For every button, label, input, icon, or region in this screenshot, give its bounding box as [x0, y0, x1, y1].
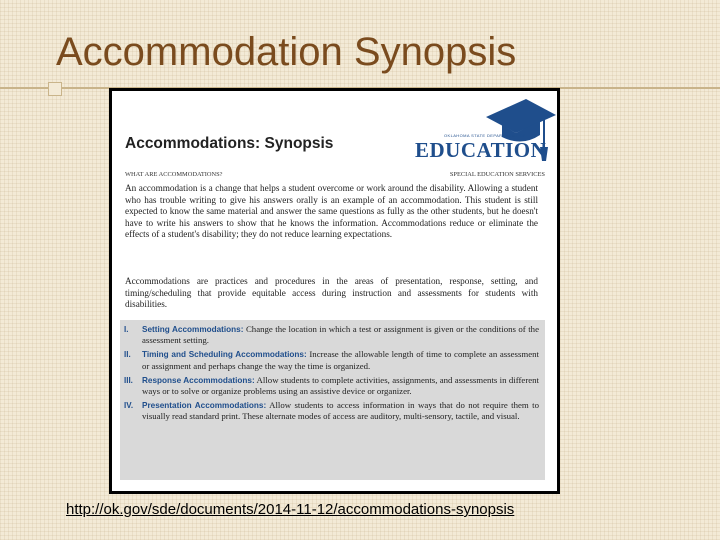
category-label: Presentation Accommodations: — [142, 401, 267, 411]
category-number: II. — [124, 350, 131, 360]
divider-square-ornament — [48, 82, 62, 96]
slide-title: Accommodation Synopsis — [56, 30, 517, 74]
definition-paragraph: An accommodation is a change that helps a student overcome or work around the disability. Allowing a student who has trouble writing to give his answers orally is an example of an accommodation. This student is still expected to know the same material and answer the same questions as fully as the other students, but he doesn't have to write his answers to show that he knows the information. Accommodations reduce or eliminate the effects of a student's disability; they do not reduce learning expectations. — [125, 183, 538, 240]
category-number: I. — [124, 325, 129, 334]
category-item-timing — [124, 349, 539, 371]
category-label: Timing and Scheduling Accommodations: — [142, 350, 307, 360]
logo-wordmark: EDUCATION — [415, 138, 547, 162]
category-item-presentation — [124, 400, 539, 422]
category-number: III. — [124, 375, 133, 385]
section-heading: WHAT ARE ACCOMMODATIONS? — [125, 171, 223, 178]
document-page — [112, 91, 557, 491]
education-logo — [412, 95, 556, 165]
category-text: Increase the allowable length of time to complete an assessment or assignment and perhaps change the way the time is organized. — [142, 349, 539, 371]
category-item-setting — [124, 324, 539, 346]
category-text: Allow students to complete activities, assignments, and assessments in different ways or to solve or organize problems using an assistive device or organizer. — [142, 374, 539, 397]
category-label: Response Accommodations: — [142, 375, 255, 385]
logo-department-text: OKLAHOMA STATE DEPARTMENT OF — [444, 133, 526, 138]
category-text: Allow students to access information in ways that do not require them to visually read standard print. These alternate modes of access are auditory, multi-sensory, tactile, and visual. — [142, 400, 540, 422]
category-text: Change the location in which a test or assignment is given or the conditions of the assessment setting. — [142, 324, 539, 346]
categories-box — [120, 320, 545, 480]
document-title: Accommodations: Synopsis — [125, 135, 334, 152]
section-heading-right: SPECIAL EDUCATION SERVICES — [449, 171, 545, 178]
category-number: IV. — [124, 401, 134, 411]
category-item-response — [124, 375, 539, 397]
practices-paragraph: Accommodations are practices and procedures in the areas of presentation, response, setting, and timing/scheduling that provide equitable access during instruction and assessments for students with disabilities. — [125, 276, 538, 310]
document-image-frame — [109, 88, 560, 494]
category-label: Setting Accommodations: — [142, 325, 244, 334]
source-link[interactable]: http://ok.gov/sde/documents/2014-11-12/accommodations-synopsis — [66, 501, 515, 518]
